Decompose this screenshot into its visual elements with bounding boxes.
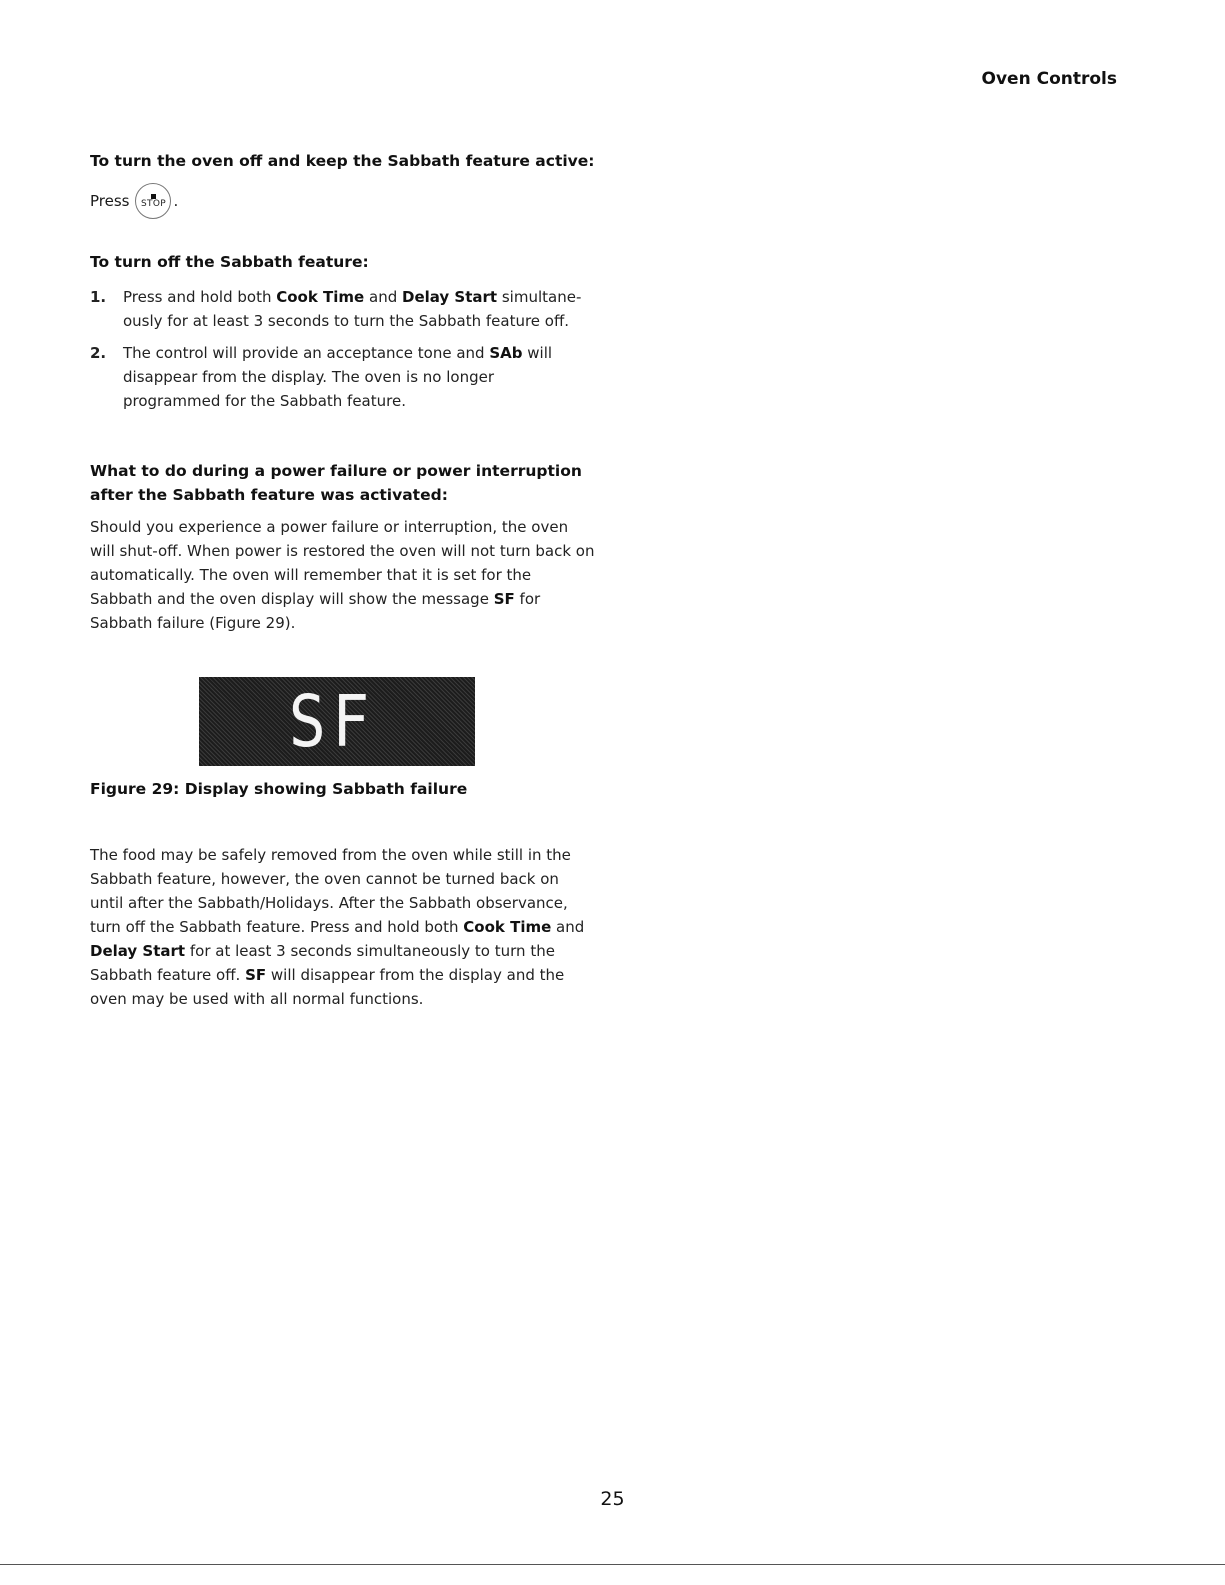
paragraph-bold-term: Cook Time [463,918,552,936]
step-bold-term: Delay Start [402,288,498,306]
list-item [90,341,595,413]
figure-caption: Figure 29: Display showing Sabbath failure [90,780,468,798]
paragraph-text: for Sabbath failure (Figure 29). [90,590,541,632]
paragraph-bold-term: Delay Start [90,942,186,960]
stop-square-icon [151,194,156,199]
press-stop-instruction [90,183,178,219]
paragraph-bold-term: SF [245,966,267,984]
sabbath-off-steps-list [90,285,595,421]
step-text: The control will provide an acceptance tone and [123,344,490,362]
heading-turn-oven-off-keep-sabbath: To turn the oven off and keep the Sabbath feature active: [90,152,595,170]
step-text: simultane-ously for at least 3 seconds to turn the Sabbath feature off. [123,288,582,330]
step-text: will disappear from the display. The oven is no longer programmed for the Sabbath feature. [123,344,553,410]
list-item [90,285,595,333]
food-removal-paragraph [90,843,595,1011]
step-text: and [364,288,402,306]
paragraph-text: and [551,918,585,936]
heading-turn-off-sabbath: To turn off the Sabbath feature: [90,253,369,271]
page-number: 25 [600,1488,625,1510]
section-header-title: Oven Controls [981,69,1117,89]
list-item-number: 1. [90,288,107,306]
paragraph-text: Should you experience a power failure or interruption, the oven will shut-off. When power is restored the oven will not turn back on automatically. The oven will remember that it is set for the Sabbath and the oven display will show the message [90,518,595,608]
step-bold-term: Cook Time [276,288,365,306]
paragraph-bold-term: SF [493,590,515,608]
stop-button-icon [135,183,171,219]
display-readout: SF [288,678,376,763]
press-end-punctuation: . [173,192,179,210]
press-label: Press [90,192,130,210]
list-item-number: 2. [90,344,107,362]
paragraph-text: will disappear from the display and the oven may be used with all normal functions. [90,966,565,1008]
heading-power-failure: What to do during a power failure or power interruption after the Sabbath feature was activated: [90,462,582,504]
stop-button-label: STOP [141,198,166,209]
step-text: Press and hold both [123,288,277,306]
paragraph-text: The food may be safely removed from the oven while still in the Sabbath feature, however, the oven cannot be turned back on until after the Sabbath/Holidays. After the Sabbath observance, turn off the Sabbath feature. Press and hold both [90,846,571,936]
paragraph-text: for at least 3 seconds simultaneously to turn the Sabbath feature off. [90,942,555,984]
step-bold-term: SAb [489,344,523,362]
power-failure-paragraph [90,515,595,635]
bottom-divider [0,1564,1225,1565]
oven-display-figure [199,677,475,766]
